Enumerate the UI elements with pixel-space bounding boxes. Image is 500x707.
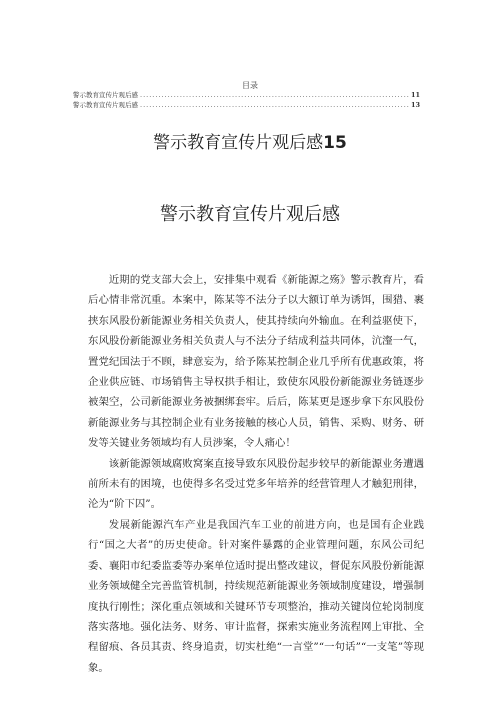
section-heading-text: 警示教育宣传片观后感 <box>153 133 324 153</box>
toc-leader-dots <box>140 90 409 100</box>
toc-title: 目录 <box>242 81 258 90</box>
paragraph: 近期的党支部大会上，安排集中观看《新能源之殇》警示教育片，看后心情非常沉重。本案中，陈某等不法分子以大额订单为诱饵，围猎、裹挟东风股份新能源业务相关负责人，使其持续向外输血。在利益驱使下，东风股份新能源业务相关负责人与不法分子结成利益共同体，沆瀣一气，置党纪国法于不顾，肆意妄为，给予陈某控制企业几乎所有优惠政策，将企业供应链、市场销售主导权拱手相让，致使东风股份新能源业务链逐步被架空，公司新能源业务被捆绑套牢。后后，陈某更是逐步拿下东风股份新能源业务与其控制企业有业务接触的核心人员，销售、采购、财务、研发等关键业务领域均有人员涉案，令人痛心！ <box>88 274 424 450</box>
toc-entry-page: 11 <box>410 91 420 99</box>
article-body <box>88 270 424 678</box>
article-title: 警示教育宣传片观后感 <box>160 204 340 225</box>
toc-entry-page: 13 <box>410 101 420 109</box>
toc-entry[interactable] <box>73 90 420 100</box>
toc-leader-dots <box>140 100 409 110</box>
section-heading-number: 15 <box>323 133 347 153</box>
table-of-contents <box>73 90 420 110</box>
paragraph: 发展新能源汽车产业是我国汽车工业的前进方向，也是国有企业践行“国之大者”的历史使命。针对案件暴露的企业管理问题，东风公司纪委、襄阳市纪委监委等办案单位适时提出整改建议，督促东风股份新能源业务领域健全完善监管机制，持续规范新能源业务领域制度建设，增强制度执行刚性；深化重点领域和关键环节专项整治，推动关键岗位轮岗制度落实落地。强化法务、财务、审计监督，探索实施业务流程网上审批、全程留痕、各员其责、终身追责，切实杜绝“一言堂”“一句话”“一支笔”等现象。 <box>88 518 424 674</box>
toc-entry-text: 警示教育宣传片观后感 <box>73 91 138 99</box>
toc-entry-text: 警示教育宣传片观后感 <box>73 101 138 109</box>
paragraph: 该新能源领域腐败窝案直接导致东风股份起步较早的新能源业务遭遇前所未有的困境，也使得多名受过党多年培养的经营管理人才触犯刑律，沦为“阶下囚”。 <box>88 457 424 511</box>
section-heading <box>0 128 500 153</box>
toc-entry[interactable] <box>73 100 420 110</box>
